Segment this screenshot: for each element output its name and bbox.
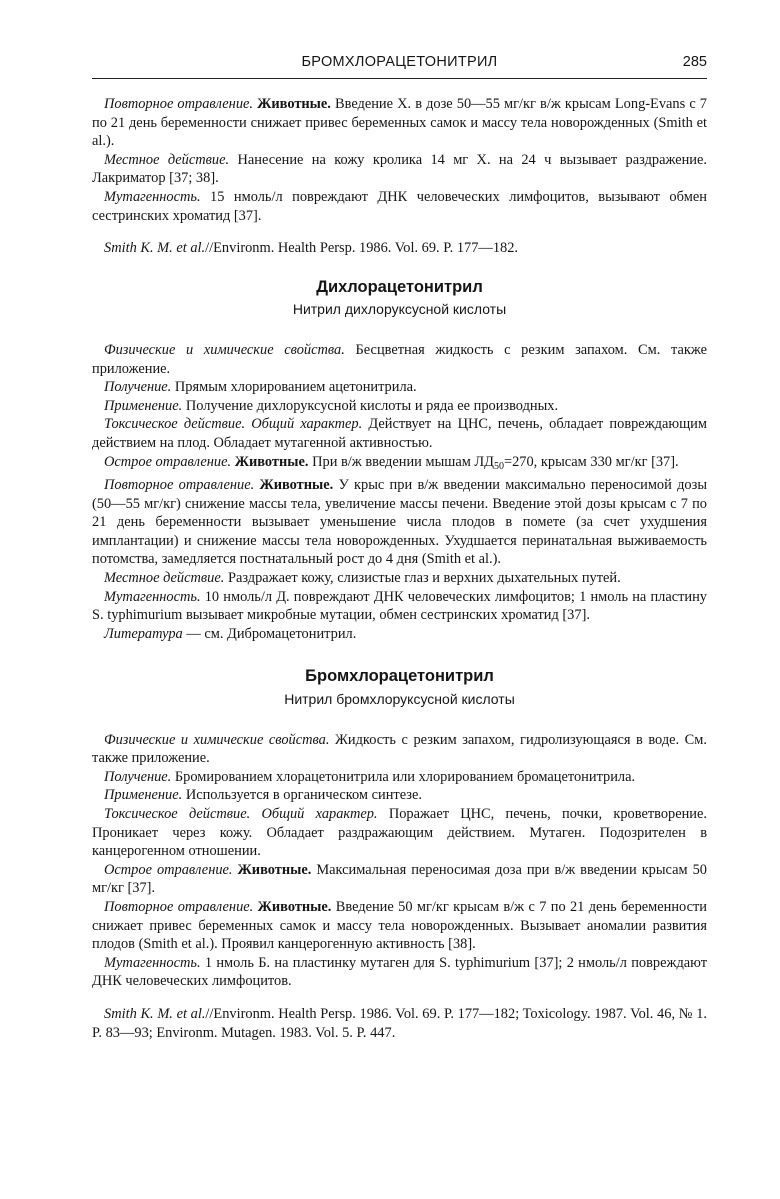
paragraph-toxic-action: [92, 415, 707, 452]
paragraph-label: Токсическое действие. Общий характер.: [104, 416, 363, 433]
paragraph-text: Поражает ЦНС, печень, почки, кроветворение. Проникает через кожу. Обладает раздражающим действием. Мутаген. Подозрителен в канцерогенном отношении.: [92, 806, 707, 860]
reference-text: //Environm. Health Persp. 1986. Vol. 69. P. 177—182.: [205, 240, 519, 257]
paragraph-application: [92, 397, 707, 416]
paragraph-application: [92, 786, 707, 805]
section-title: Бромхлорацетонитрил: [305, 667, 494, 686]
paragraph-text: Бромированием хлорацетонитрила или хлорированием бромацетонитрила.: [174, 768, 636, 785]
paragraph-label: Местное действие.: [104, 151, 230, 168]
paragraph-label: Мутагенность.: [104, 188, 201, 205]
paragraph-label: Физические и химические свойства.: [104, 341, 345, 358]
paragraph-repeated-poisoning: [92, 95, 707, 151]
paragraph-local-action: [92, 151, 707, 188]
paragraph-mutagenicity: [92, 588, 707, 625]
paragraph-production: [92, 378, 707, 397]
paragraph-text: Бесцветная жидкость с резким запахом. См. также приложение.: [92, 341, 707, 377]
paragraph-label: Острое отравление.: [104, 453, 232, 470]
paragraph-properties: [92, 341, 707, 378]
paragraph-label: Получение.: [104, 768, 172, 785]
paragraph-label: Местное действие.: [104, 570, 225, 587]
paragraph-label: Физические и химические свойства.: [104, 731, 330, 748]
paragraph-production: [92, 768, 707, 787]
paragraph-literature: [92, 625, 707, 644]
page-content: [92, 95, 707, 1042]
paragraph-label: Мутагенность.: [104, 588, 201, 605]
paragraph-text: Введение 50 мг/кг крысам в/ж с 7 по 21 день беременности снижает привес беременных самок и массу тела новорожденных. Вызывает аномалии развития плодов (Smith et al.). Проявил канцерогенную активность [38].: [92, 898, 707, 953]
ld-subscript: 50: [493, 460, 504, 472]
paragraph-label: Литература: [104, 625, 183, 642]
paragraph-acute-poisoning: [92, 453, 707, 477]
animals-label: Животные.: [234, 453, 309, 470]
paragraph-text: 15 нмоль/л повреждают ДНК человеческих лимфоцитов, вызывают обмен сестринских хроматид [37].: [92, 188, 707, 224]
paragraph-repeated-poisoning: [92, 898, 707, 954]
paragraph-mutagenicity: [92, 188, 707, 225]
paragraph-text: Максимальная переносимая доза при в/ж введении крысам 50 мг/кг [37].: [92, 861, 707, 897]
animals-label: Животные.: [257, 96, 331, 112]
paragraph-text: Раздражает кожу, слизистые глаз и верхних дыхательных путей.: [227, 570, 621, 587]
reference: [92, 239, 707, 258]
reference-text: //Environm. Health Persp. 1986. Vol. 69. P. 177—182; Toxicology. 1987. Vol. 46, № 1. P. 83—93; Environm. Mutagen. 1983. Vol. 5. P. 447.: [92, 1005, 707, 1041]
section-subtitle: Нитрил бромхлоруксусной кислоты: [284, 691, 515, 708]
paragraph-label: Применение.: [104, 397, 183, 414]
paragraph-text: Введение Х. в дозе 50—55 мг/кг в/ж крысам Long-Evans с 7 по 21 день беременности снижает привес беременных самок и массу тела новорожденных (Smith et al.).: [92, 96, 707, 150]
running-title: БРОМХЛОРАЦЕТОНИТРИЛ: [301, 54, 498, 70]
paragraph-text: У крыс при в/ж введении максимально переносимой дозы (50—55 мг/кг) снижение массы тела, увеличение массы печени. Введение этой дозы крысам с 7 по 21 день беременности вызывает уменьшение числа плодов в помете (за счет ухудшения имплантации) и снижение массы тела новорожденных. Ухудшается перинатальная выживаемость потомства, замедляется постнатальный рост до 4 дня (Smith et al.).: [92, 477, 707, 568]
paragraph-label: Получение.: [104, 379, 172, 396]
animals-label: Животные.: [257, 898, 332, 915]
paragraph-label: Острое отравление.: [104, 861, 233, 878]
paragraph-text: 1 нмоль Б. на пластинку мутаген для S. typhimurium [37]; 2 нмоль/л повреждают ДНК человеческих лимфоцитов.: [92, 954, 707, 990]
paragraph-text: Жидкость с резким запахом, гидролизующаяся в воде. См. также приложение.: [92, 731, 707, 767]
paragraph-mutagenicity: [92, 954, 707, 991]
paragraph-label: Повторное отравление.: [104, 96, 254, 112]
animals-label: Животные.: [259, 477, 334, 494]
reference-authors: Smith K. M. et al.: [104, 240, 206, 257]
page-number: 285: [682, 54, 707, 70]
paragraph-text: Используется в органическом синтезе.: [185, 787, 422, 804]
paragraph-text: Действует на ЦНС, печень, обладает повреждающим действием на плод. Обладает мутагенной активностью.: [92, 416, 707, 451]
section-subtitle: Нитрил дихлоруксусной кислоты: [292, 301, 507, 318]
reference: [92, 1005, 707, 1042]
paragraph-local-action: [92, 569, 707, 588]
reference-authors: Smith K. M. et al.: [104, 1005, 206, 1022]
paragraph-text: — см. Дибромацетонитрил.: [186, 625, 357, 642]
paragraph-label: Токсическое действие. Общий характер.: [104, 806, 378, 822]
section-title: Дихлорацетонитрил: [316, 277, 483, 296]
paragraph-acute-poisoning: [92, 861, 707, 898]
paragraph-label: Повторное отравление.: [104, 898, 254, 915]
paragraph-label: Повторное отравление.: [104, 477, 255, 494]
page-header: [92, 54, 707, 79]
paragraph-label: Мутагенность.: [104, 954, 201, 971]
animals-label: Животные.: [237, 861, 312, 878]
paragraph-text: =270, крысам 330 мг/кг [37].: [503, 453, 679, 470]
paragraph-text: 10 нмоль/л Д. повреждают ДНК человеческих лимфоцитов; 1 нмоль на пластину S. typhimurium вызывает микробные мутации, обмен сестринских хроматид [37].: [92, 588, 707, 624]
paragraph-text: Нанесение на кожу кролика 14 мг Х. на 24 ч вызывает раздражение. Лакриматор [37; 38].: [92, 151, 707, 187]
paragraph-label: Применение.: [104, 787, 183, 804]
paragraph-repeated-poisoning: [92, 476, 707, 569]
paragraph-text: При в/ж введении мышам ЛД: [312, 453, 494, 470]
paragraph-text: Прямым хлорированием ацетонитрила.: [174, 379, 417, 396]
paragraph-text: Получение дихлоруксусной кислоты и ряда ее производных.: [185, 397, 559, 414]
paragraph-toxic-action: [92, 805, 707, 861]
paragraph-properties: [92, 731, 707, 768]
